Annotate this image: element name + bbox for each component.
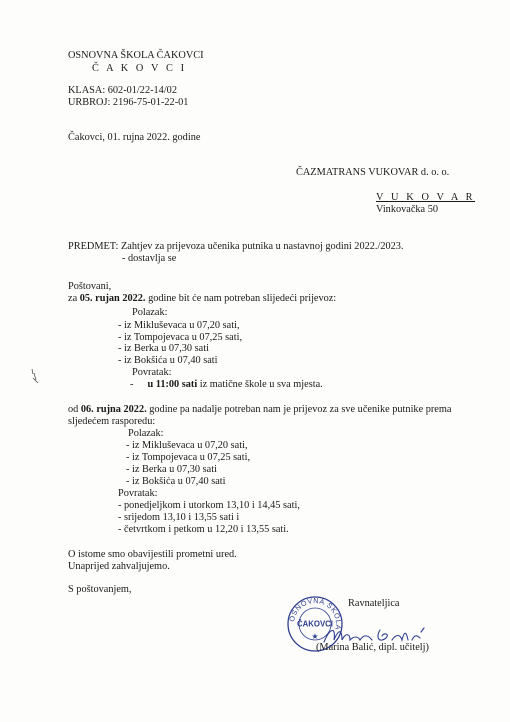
- first-paragraph-rest: godine bit će nam potreban slijedeći prijevoz:: [145, 293, 337, 304]
- school-name: OSNOVNA ŠKOLA ČAKOVCI: [68, 50, 204, 61]
- first-paragraph-prefix: za: [68, 293, 80, 304]
- second-departure-label: Polazak:: [128, 428, 164, 439]
- second-departure-item: - iz Tompojevaca u 07,25 sati,: [126, 452, 251, 463]
- subject-line: PREDMET: Zahtjev za prijevoza učenika putnika u nastavnoj godini 2022./2023.: [68, 241, 404, 252]
- first-return-dash: -: [130, 379, 134, 390]
- recipient-city: V U K O V A R: [376, 192, 476, 203]
- signatory-name: (Marina Balić, dipl. učitelj): [316, 642, 429, 653]
- date-line: Čakovci, 01. rujna 2022. godine: [68, 132, 201, 143]
- closing-line: Unaprijed zahvaljujemo.: [68, 561, 170, 572]
- signatory-title: Ravnateljica: [348, 598, 400, 609]
- second-paragraph-rest: godine pa nadalje potreban nam je prijevoz za sve učenike putnike prema: [146, 404, 452, 415]
- first-departure-item: - iz Mikluševaca u 07,20 sati,: [118, 320, 240, 331]
- second-departure-item: - iz Mikluševaca u 07,20 sati,: [126, 440, 248, 451]
- first-return-label: Povratak:: [132, 367, 172, 378]
- second-return-item: - četvrtkom i petkom u 12,20 i 13,55 sati.: [118, 524, 289, 535]
- second-paragraph-line: [68, 404, 451, 416]
- school-place: Č A K O V C I: [92, 63, 187, 74]
- second-paragraph-line2: sljedećem rasporedu:: [68, 416, 156, 427]
- urbroj-line: URBROJ: 2196-75-01-22-01: [68, 97, 189, 108]
- second-departure-item: - iz Berka u 07,30 sati: [126, 464, 217, 475]
- recipient-name: ČAZMATRANS VUKOVAR d. o. o.: [296, 167, 450, 178]
- greeting: Poštovani,: [68, 281, 112, 292]
- first-departure-label: Polazak:: [132, 307, 168, 318]
- second-return-label: Povratak:: [118, 488, 158, 499]
- second-paragraph-prefix: od: [68, 404, 81, 415]
- stamp-center-text: ČAKOVCI: [297, 619, 333, 629]
- subject-note: - dostavlja se: [122, 253, 177, 264]
- regards: S poštovanjem,: [68, 584, 132, 595]
- first-paragraph: [68, 293, 336, 305]
- klasa-line: KLASA: 602-01/22-14/02: [68, 85, 177, 96]
- first-return-line: [130, 379, 323, 391]
- first-departure-item: - iz Berka u 07,30 sati: [118, 343, 209, 354]
- first-return-rest: iz matične škole u sva mjesta.: [197, 379, 323, 390]
- closing-line: O istome smo obavijestili prometni ured.: [68, 549, 237, 560]
- first-return-time: u 11:00 sati: [147, 379, 198, 390]
- second-departure-item: - iz Bokšića u 07,40 sati: [126, 476, 226, 487]
- svg-text:★: ★: [311, 632, 319, 641]
- second-return-item: - ponedjeljkom i utorkom 13,10 i 14,45 sati,: [118, 500, 300, 511]
- second-return-item: - srijedom 13,10 i 13,55 sati i: [118, 512, 240, 523]
- first-departure-item: - iz Tompojevaca u 07,25 sati,: [118, 332, 243, 343]
- recipient-street: Vinkovačka 50: [376, 204, 439, 215]
- stamp-ring-text: OSNOVNA ŠKOLA: [287, 595, 344, 631]
- second-date: 06. rujna 2022.: [80, 404, 147, 415]
- first-date: 05. rujan 2022.: [79, 293, 146, 304]
- first-departure-item: - iz Bokšića u 07,40 sati: [118, 355, 218, 366]
- margin-pen-mark: [30, 368, 40, 384]
